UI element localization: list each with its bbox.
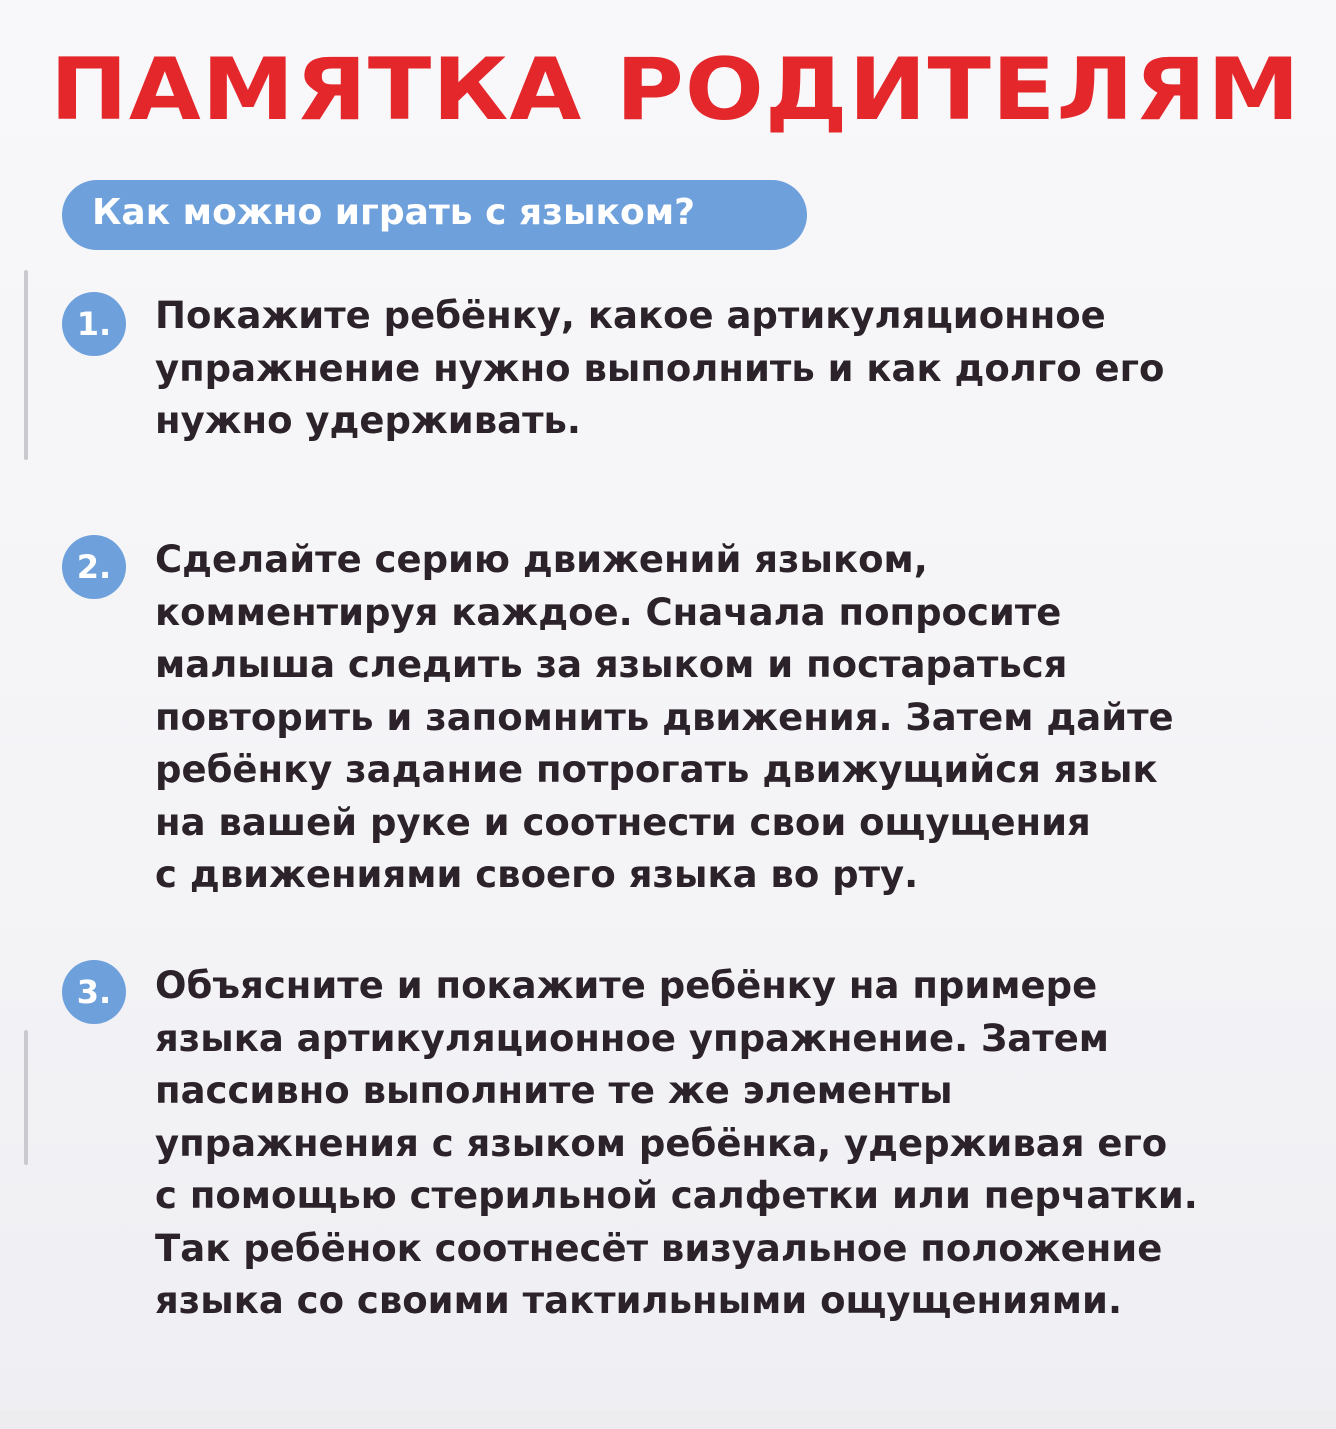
- item-line: языка со своими тактильными ощущениями.: [155, 1279, 1123, 1322]
- item-line: языка артикуляционное упражнение. Затем: [155, 1016, 1110, 1060]
- item-line: Сделайте серию движений языком,: [155, 538, 928, 581]
- item-line: нужно удерживать.: [155, 399, 581, 442]
- item-line: пассивно выполните те же элементы: [155, 1069, 953, 1112]
- item-line: с помощью стерильной салфетки или перчатки.: [155, 1174, 1198, 1217]
- list-item-2: [155, 534, 1174, 902]
- staple: [24, 270, 28, 460]
- page-title: ПАМЯТКА РОДИТЕЛЯМ: [50, 40, 1301, 140]
- number-badge-1: 1.: [62, 292, 126, 356]
- item-line: ребёнку задание потрогать движущийся язык: [155, 748, 1158, 791]
- item-line: на вашей руке и соотнести свои ощущения: [155, 800, 1091, 844]
- item-line: комментируя каждое. Сначала попросите: [155, 590, 1062, 634]
- item-line: Так ребёнок соотнесёт визуальное положение: [155, 1226, 1163, 1270]
- subtitle-text: Как можно играть с языком?: [92, 192, 695, 233]
- subtitle-badge: [62, 180, 807, 250]
- list-item-3: [155, 960, 1198, 1328]
- item-line: Покажите ребёнку, какое артикуляционное: [155, 294, 1106, 337]
- item-line: упражнения с языком ребёнка, удерживая его: [155, 1121, 1168, 1165]
- number-badge-2: 2.: [62, 535, 126, 599]
- item-line: с движениями своего языка во рту.: [155, 853, 919, 896]
- list-item-1: [155, 290, 1164, 448]
- number-badge-3: 3.: [62, 960, 126, 1024]
- item-line: Объясните и покажите ребёнку на примере: [155, 964, 1098, 1007]
- staple: [24, 1030, 28, 1165]
- item-line: упражнение нужно выполнить и как долго его: [155, 346, 1165, 390]
- item-line: повторить и запомнить движения. Затем дайте: [155, 695, 1174, 739]
- item-line: малыша следить за языком и постараться: [155, 643, 1068, 686]
